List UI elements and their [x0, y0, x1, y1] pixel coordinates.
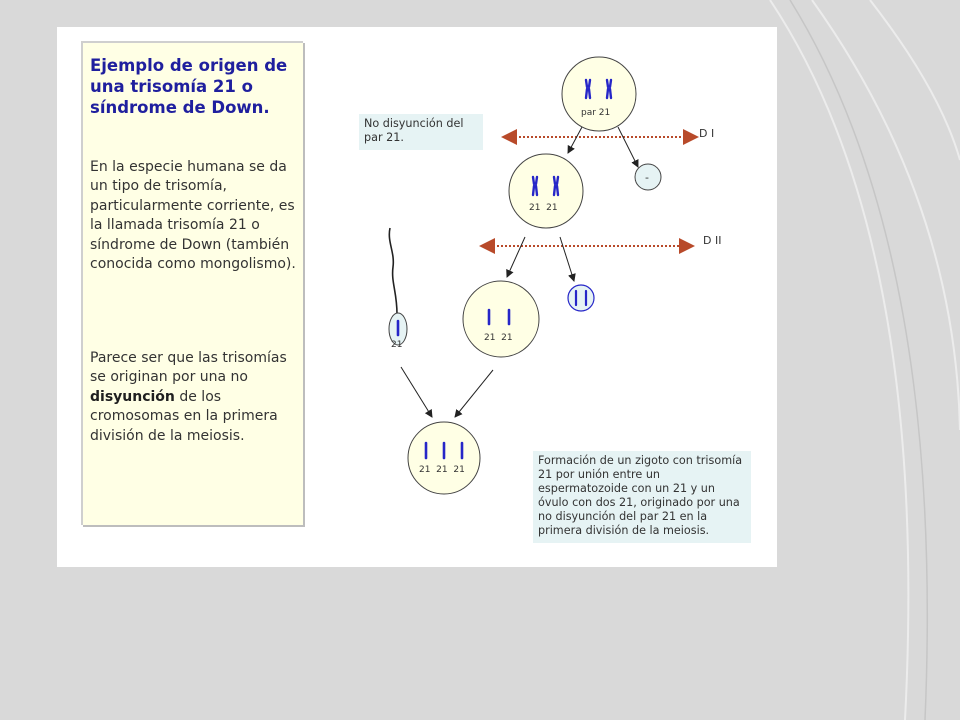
- arrow-parent-to-empty: [618, 127, 638, 167]
- sperm-label: 21: [391, 340, 403, 350]
- division-1-label: D I: [699, 127, 715, 140]
- slide: [57, 27, 777, 567]
- arrow-secondary-to-egg: [507, 237, 525, 277]
- paragraph-origin-part1: Parece ser que las trisomías se originan por una no: [90, 350, 287, 386]
- division-2-label: D II: [703, 234, 722, 247]
- egg-cell: [463, 281, 539, 357]
- empty-daughter-cell: [635, 164, 661, 190]
- egg-cell-label: 21 21: [484, 333, 513, 343]
- sperm-tail: [389, 228, 397, 314]
- arrow-parent-to-secondary: [568, 127, 582, 153]
- sperm-cell: [389, 228, 407, 350]
- zygote-label: 21 21 21: [419, 465, 465, 475]
- note-zygote-formation: Formación de un zigoto con trisomía 21 por unión entre un espermatozoide con un 21 y un óvulo con dos 21, originado por una no disyunción del par 21 en la primera división de la meiosis.: [533, 451, 751, 543]
- parent-cell: [562, 57, 636, 131]
- secondary-cell-label: 21 21: [529, 203, 558, 213]
- polar-body: [568, 285, 594, 311]
- slide-title: Ejemplo de origen de una trisomía 21 o síndrome de Down.: [90, 56, 288, 117]
- secondary-cell: [509, 154, 583, 228]
- arrow-egg-to-zygote: [455, 370, 493, 417]
- paragraph-intro: En la especie humana se da un tipo de trisomía, particularmente corriente, es la llamada trisomía 21 o síndrome de Down (también conocida como mongolismo).: [90, 159, 296, 273]
- paragraph-origin-part2: de los cromosomas en la primera división de la meiosis.: [90, 388, 278, 444]
- note-nondisjunction: No disyunción del par 21.: [359, 114, 483, 150]
- empty-cell-label: -: [645, 171, 649, 184]
- parent-cell-label: par 21: [581, 108, 611, 118]
- arrow-sperm-to-zygote: [401, 367, 432, 417]
- zygote-cell: [408, 422, 480, 494]
- arrow-secondary-to-polar: [560, 237, 574, 281]
- keyword-disjunction: disyunción: [90, 388, 175, 405]
